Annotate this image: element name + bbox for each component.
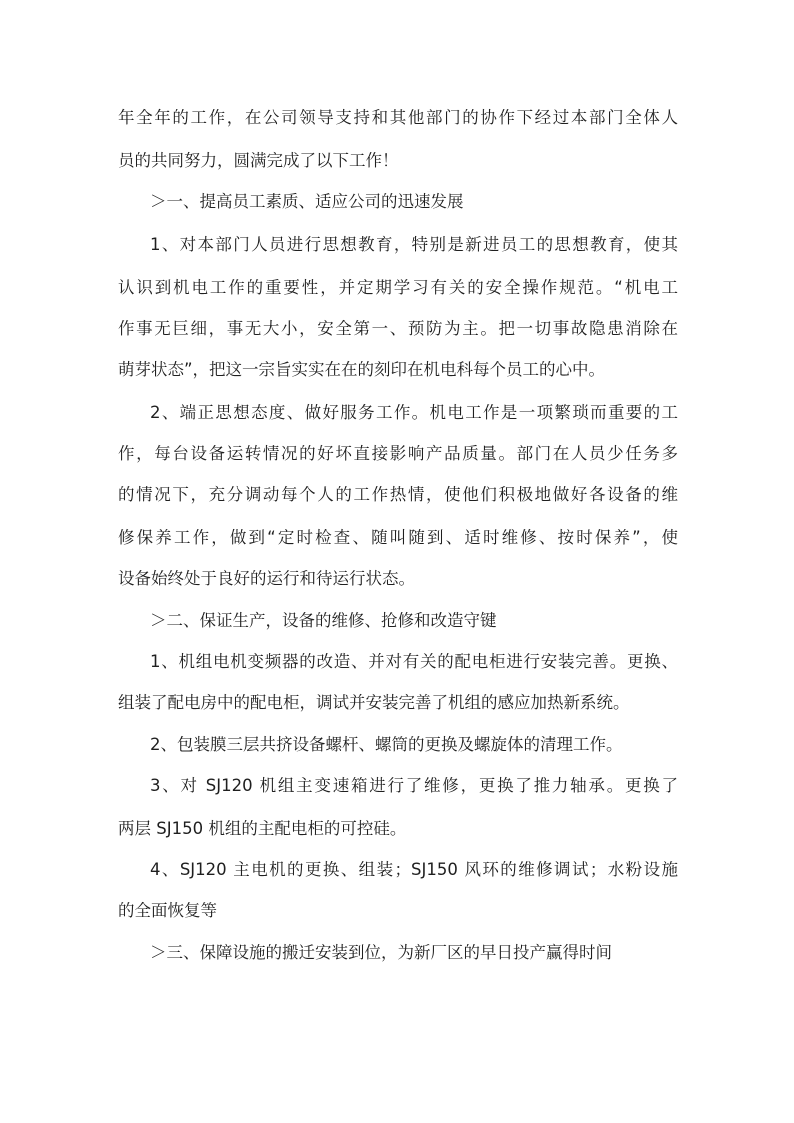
text-line: 组装了配电房中的配电柜，调试并安装完善了机组的感应加热新系统。: [118, 693, 630, 712]
text-line: 作，每台设备运转情况的好坏直接影响产品质量。部门在人员少任务多: [118, 444, 678, 463]
section-heading-1: ＞一、提高员工素质、适应公司的迅速发展: [150, 192, 464, 211]
section-heading-2: ＞二、保证生产，设备的维修、抢修和改造守键: [150, 611, 497, 630]
text-line: 萌芽状态”，把这一宗旨实实在在的刻印在机电科每个员工的心中。: [118, 360, 606, 379]
text-line: 设备始终处于良好的运行和待运行状态。: [118, 569, 415, 588]
text-line: 员的共同努力，圆满完成了以下工作！: [118, 151, 399, 170]
text-line: 两层 SJ150 机组的主配电柜的可控硅。: [118, 819, 407, 838]
text-line: 2、端正思想态度、做好服务工作。机电工作是一项繁琐而重要的工: [150, 403, 678, 422]
text-line: 作事无巨细，事无大小，安全第一、预防为主。把一切事故隐患消除在: [118, 319, 678, 338]
text-line: 认识到机电工作的重要性，并定期学习有关的安全操作规范。“机电工: [118, 278, 678, 297]
text-line: 修保养工作，做到“定时检查、随叫随到、适时维修、按时保养”，使: [118, 528, 678, 547]
text-line: 1、机组电机变频器的改造、并对有关的配电柜进行安装完善。更换、: [150, 652, 678, 671]
text-line: 的全面恢复等: [118, 901, 217, 920]
text-line: 2、包装膜三层共挤设备螺杆、螺筒的更换及螺旋体的清理工作。: [150, 735, 623, 754]
text-line: 1、对本部门人员进行思想教育，特别是新进员工的思想教育，使其: [150, 235, 678, 254]
text-line: 4、SJ120 主电机的更换、组装；SJ150 风环的维修调试；水粉设施: [150, 860, 678, 879]
text-line: 3、对 SJ120 机组主变速箱进行了维修，更换了推力轴承。更换了: [150, 776, 678, 795]
section-heading-3: ＞三、保障设施的搬迁安装到位，为新厂区的早日投产赢得时间: [150, 943, 612, 962]
text-line: 的情况下，充分调动每个人的工作热情，使他们积极地做好各设备的维: [118, 485, 678, 504]
text-line: 年全年的工作，在公司领导支持和其他部门的协作下经过本部门全体人: [118, 108, 678, 127]
